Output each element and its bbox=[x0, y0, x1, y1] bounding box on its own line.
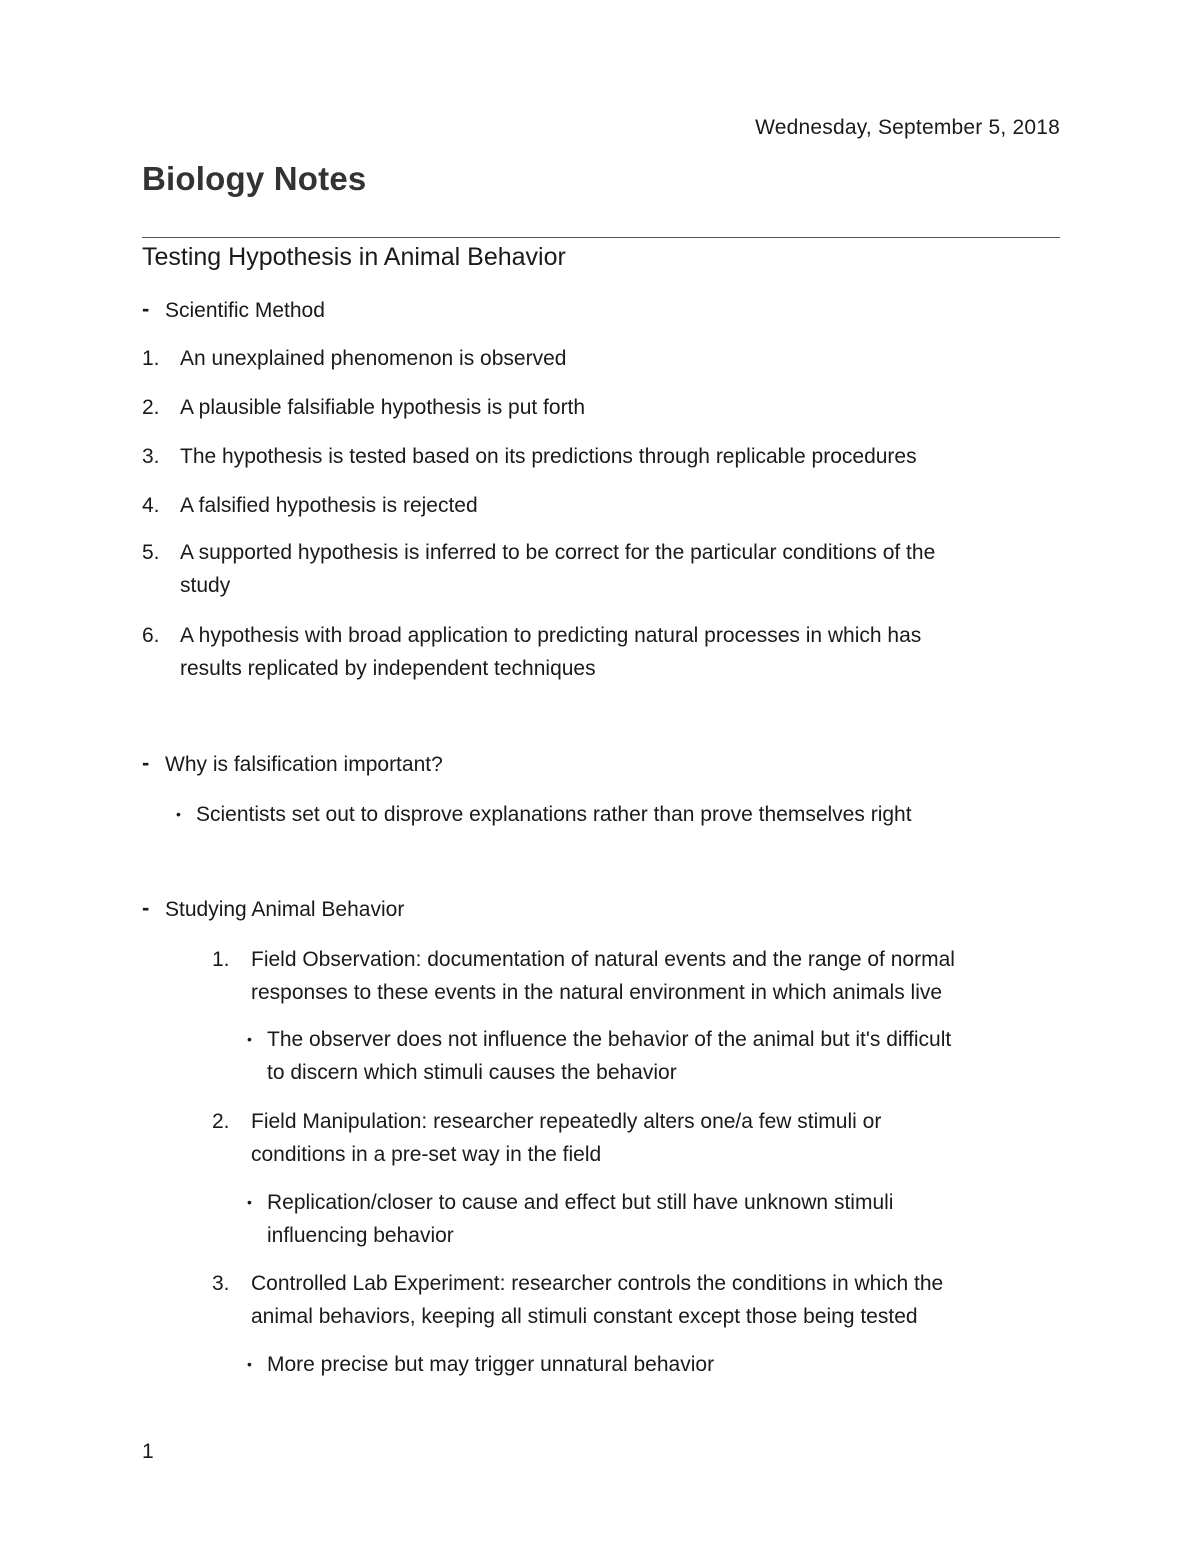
dash-marker: - bbox=[142, 895, 150, 920]
list-item-text: Field Observation: documentation of natural events and the range of normal bbox=[251, 948, 955, 971]
heading-studying-behavior: Studying Animal Behavior bbox=[165, 898, 405, 921]
list-item-text: A hypothesis with broad application to predicting natural processes in which has bbox=[180, 624, 922, 647]
list-item-text: A plausible falsifiable hypothesis is put forth bbox=[180, 396, 586, 419]
dash-marker: - bbox=[142, 296, 150, 321]
list-item-text: study bbox=[180, 574, 231, 597]
list-item-text: Controlled Lab Experiment: researcher controls the conditions in which the bbox=[251, 1272, 944, 1295]
list-item-text: animal behaviors, keeping all stimuli constant except those being tested bbox=[251, 1305, 918, 1328]
bullet-text: The observer does not influence the behavior of the animal but it's difficult bbox=[267, 1028, 952, 1051]
bullet-text: Replication/closer to cause and effect but still have unknown stimuli bbox=[267, 1191, 894, 1214]
bullet-text: More precise but may trigger unnatural behavior bbox=[267, 1353, 715, 1376]
list-item-text: Field Manipulation: researcher repeatedly alters one/a few stimuli or bbox=[251, 1110, 882, 1133]
list-item-text: An unexplained phenomenon is observed bbox=[180, 347, 567, 370]
list-number: 3. bbox=[142, 445, 160, 468]
title-divider bbox=[142, 237, 1060, 238]
bullet-text: influencing behavior bbox=[267, 1224, 454, 1247]
page-number: 1 bbox=[142, 1440, 154, 1463]
list-item-text: conditions in a pre-set way in the field bbox=[251, 1143, 602, 1166]
list-number: 6. bbox=[142, 624, 160, 647]
bullet-marker: • bbox=[247, 1194, 252, 1210]
dash-marker: - bbox=[142, 750, 150, 775]
list-number: 2. bbox=[142, 396, 160, 419]
section-title: Testing Hypothesis in Animal Behavior bbox=[142, 243, 566, 271]
list-item-text: responses to these events in the natural environment in which animals live bbox=[251, 981, 943, 1004]
bullet-text: to discern which stimuli causes the behavior bbox=[267, 1061, 677, 1084]
list-item-text: A supported hypothesis is inferred to be correct for the particular conditions of the bbox=[180, 541, 936, 564]
heading-falsification: Why is falsification important? bbox=[165, 753, 443, 776]
list-number: 1. bbox=[142, 347, 160, 370]
list-number: 1. bbox=[212, 948, 230, 971]
list-number: 5. bbox=[142, 541, 160, 564]
list-number: 2. bbox=[212, 1110, 230, 1133]
date-header: Wednesday, September 5, 2018 bbox=[755, 116, 1060, 139]
list-item-text: The hypothesis is tested based on its predictions through replicable procedures bbox=[180, 445, 917, 468]
list-item-text: results replicated by independent techniques bbox=[180, 657, 596, 680]
bullet-marker: • bbox=[247, 1031, 252, 1047]
bullet-text: Scientists set out to disprove explanations rather than prove themselves right bbox=[196, 803, 912, 826]
bullet-marker: • bbox=[247, 1356, 252, 1372]
page-title: Biology Notes bbox=[142, 160, 367, 197]
list-item-text: A falsified hypothesis is rejected bbox=[180, 494, 478, 517]
bullet-marker: • bbox=[176, 806, 181, 822]
heading-scientific-method: Scientific Method bbox=[165, 299, 325, 322]
list-number: 4. bbox=[142, 494, 160, 517]
list-number: 3. bbox=[212, 1272, 230, 1295]
